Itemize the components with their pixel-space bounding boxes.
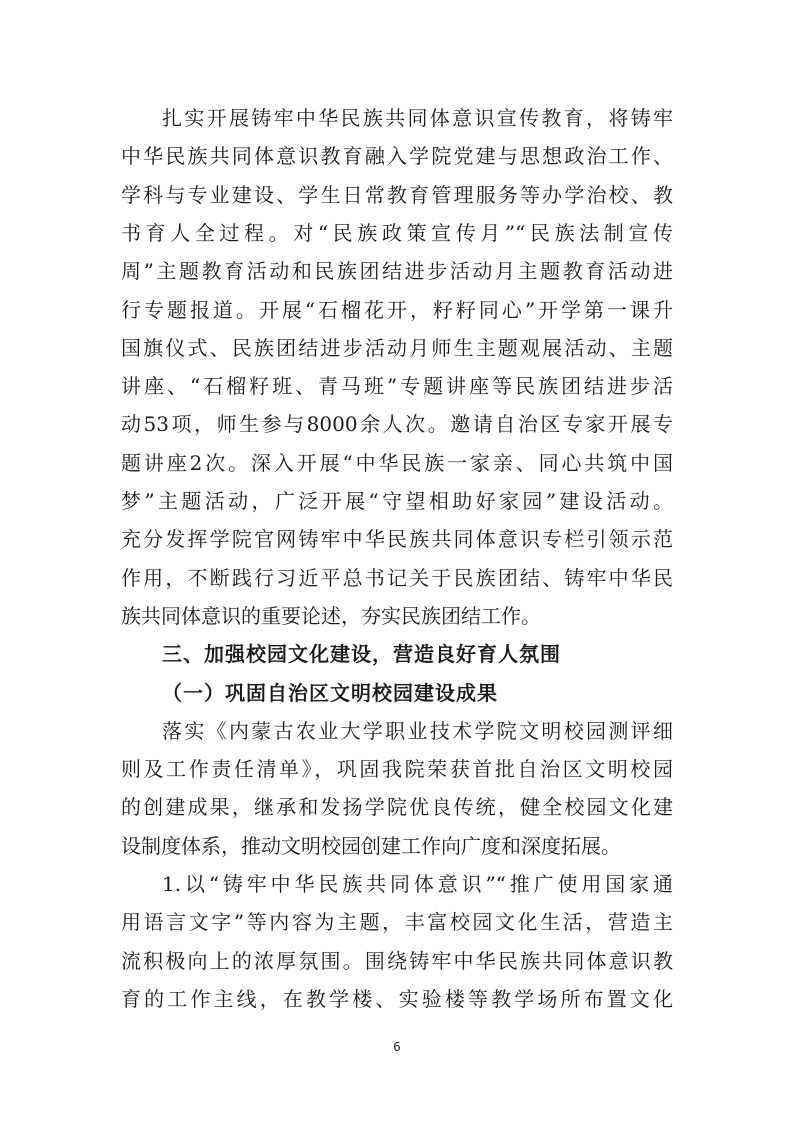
text-line: 梦”主题活动，广泛开展“守望相助好家园”建设活动。 [121,489,673,513]
text-line: 则及工作责任清单》，巩固我院荣获首批自治区文明校园 [121,757,673,782]
text-line: 用语言文字”等内容为主题，丰富校园文化生活，营造主 [121,910,673,935]
text-line: 行专题报道。开展“石榴花开，籽籽同心”开学第一课升 [121,297,673,322]
text-line: 题讲座2次。深入开展“中华民族一家亲、同心共筑中国 [121,450,673,475]
text-line: 设制度体系，推动文明校园创建工作向广度和深度拓展。 [121,833,621,858]
text-line: 国旗仪式、民族团结进步活动月师生主题观展活动、主题 [121,335,673,360]
text-line: 周”主题教育活动和民族团结进步活动月主题教育活动进 [121,259,673,284]
text-line: 1.以“铸牢中华民族共同体意识”“推广使用国家通 [162,872,673,896]
text-line: 学科与专业建设、学生日常教育管理服务等办学治校、教 [121,182,673,207]
text-line: 族共同体意识的重要论述，夯实民族团结工作。 [121,603,541,628]
text-line: 讲座、“石榴籽班、青马班”专题讲座等民族团结进步活 [121,374,673,399]
text-line: 作用，不断践行习近平总书记关于民族团结、铸牢中华民 [121,565,673,590]
text-line: 育的工作主线，在教学楼、实验楼等教学场所布置文化 [121,986,673,1011]
text-line: 流积极向上的浓厚氛围。围绕铸牢中华民族共同体意识教 [121,948,673,973]
text-line: 落实《内蒙古农业大学职业技术学院文明校园测评细 [162,718,673,743]
text-line: 的创建成果，继承和发扬学院优良传统，健全校园文化建 [121,795,673,820]
page-number: 6 [393,1040,401,1054]
section-heading: 三、加强校园文化建设，营造良好育人氛围 [162,642,561,667]
text-line: 书育人全过程。对“民族政策宣传月”“民族法制宣传 [121,220,673,245]
text-line: 中华民族共同体意识教育融入学院党建与思想政治工作、 [121,144,673,169]
text-line: 充分发挥学院官网铸牢中华民族共同体意识专栏引领示范 [121,527,673,552]
text-line: 动53项，师生参与8000余人次。邀请自治区专家开展专 [121,412,673,437]
subsection-heading: （一）巩固自治区文明校园建设成果 [162,680,498,705]
text-line: 扎实开展铸牢中华民族共同体意识宣传教育，将铸牢 [162,106,673,130]
